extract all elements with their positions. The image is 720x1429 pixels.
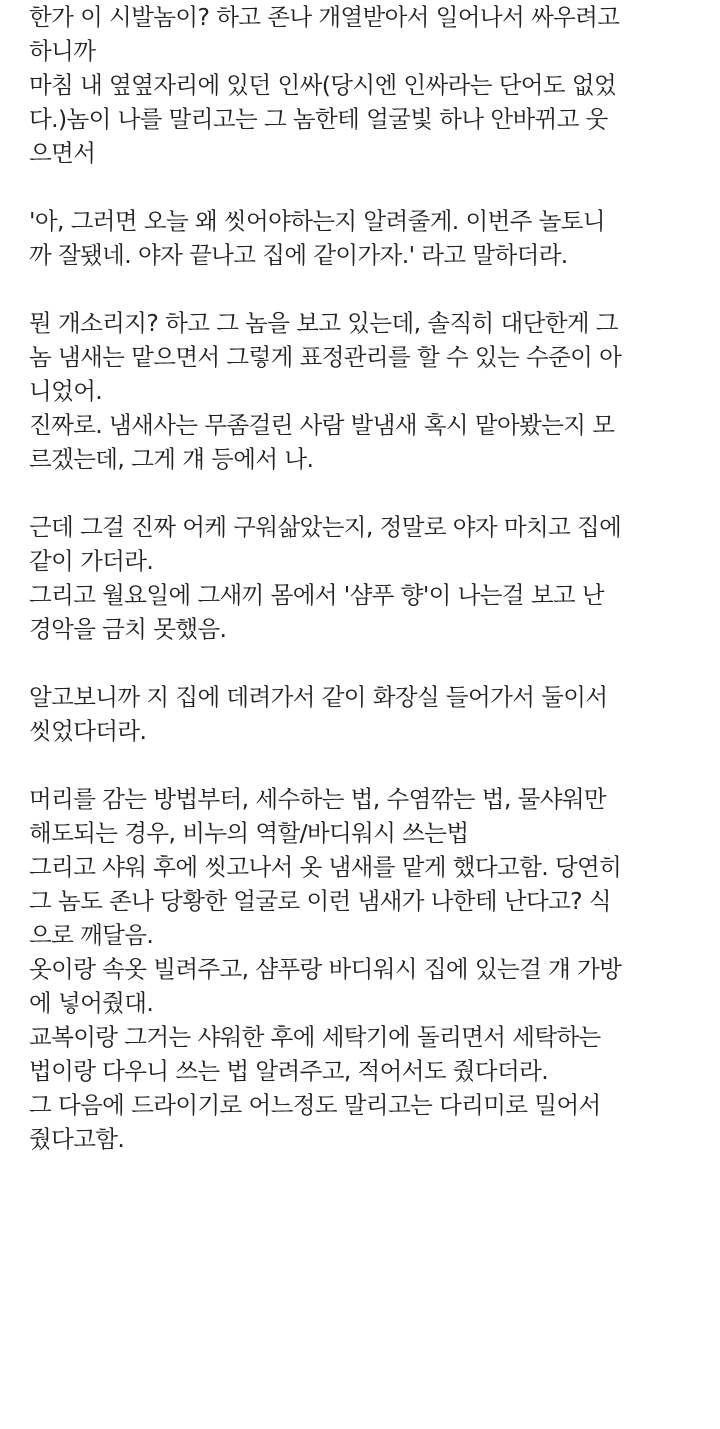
paragraph-gap [29, 748, 709, 782]
text-line: '아, 그러면 오늘 왜 씻어야하는지 알려줄게. 이번주 놀토니 [29, 207, 606, 235]
text-line: 그 다음에 드라이기로 어느정도 말리고는 다리미로 밀어서 [29, 1091, 601, 1119]
text-line: 으면서 [29, 139, 96, 167]
text-line: 교복이랑 그거는 샤워한 후에 세탁기에 돌리면서 세탁하는 [29, 1023, 601, 1051]
paragraph-gap [29, 272, 709, 306]
article-body [29, 0, 709, 1156]
text-line: 줬다고함. [29, 1125, 125, 1153]
text-line: 니었어. [29, 377, 103, 405]
text-line: 하니까 [29, 37, 96, 65]
text-line: 진짜로. 냄새사는 무좀걸린 사람 발냄새 혹시 맡아봤는지 모 [29, 411, 615, 439]
text-line: 경악을 금치 못했음. [29, 615, 227, 643]
text-line: 해도되는 경우, 비누의 역할/바디워시 쓰는법 [29, 819, 469, 847]
text-line: 마침 내 옆옆자리에 있던 인싸(당시엔 인싸라는 단어도 없었 [29, 71, 617, 99]
text-line: 머리를 감는 방법부터, 세수하는 법, 수염깎는 법, 물샤워만 [29, 785, 607, 813]
text-line: 씻었다더라. [29, 717, 147, 745]
paragraph-gap [29, 170, 709, 204]
text-line: 법이랑 다우니 쓰는 법 알려주고, 적어서도 줬다더라. [29, 1057, 549, 1085]
text-line: 다.)놈이 나를 말리고는 그 놈한테 얼굴빛 하나 안바뀌고 웃 [29, 105, 608, 133]
text-line: 까 잘됐네. 야자 끝나고 집에 같이가자.' 라고 말하더라. [29, 241, 568, 269]
text-line: 놈 냄새는 맡으면서 그렇게 표정관리를 할 수 있는 수준이 아 [29, 343, 622, 371]
text-line: 같이 가더라. [29, 547, 154, 575]
text-line: 그리고 샤워 후에 씻고나서 옷 냄새를 맡게 했다고함. 당연히 [29, 853, 622, 881]
text-line: 으로 깨달음. [29, 921, 154, 949]
text-line: 에 넣어줬대. [29, 989, 154, 1017]
text-line: 그 놈도 존나 당황한 얼굴로 이런 냄새가 나한테 난다고? 식 [29, 887, 612, 915]
text-line: 르겠는데, 그게 걔 등에서 나. [29, 445, 314, 473]
paragraph-gap [29, 476, 709, 510]
text-line: 뭔 개소리지? 하고 그 놈을 보고 있는데, 솔직히 대단한게 그 [29, 309, 618, 337]
text-line: 근데 그걸 진짜 어케 구워삶았는지, 정말로 야자 마치고 집에 [29, 513, 622, 541]
text-line: 한가 이 시발놈이? 하고 존나 개열받아서 일어나서 싸우려고 [29, 3, 620, 31]
text-line: 옷이랑 속옷 빌려주고, 샴푸랑 바디워시 집에 있는걸 걔 가방 [29, 955, 622, 983]
text-line: 그리고 월요일에 그새끼 몸에서 '샴푸 향'이 나는걸 보고 난 [29, 581, 605, 609]
text-line: 알고보니까 지 집에 데려가서 같이 화장실 들어가서 둘이서 [29, 683, 608, 711]
paragraph-gap [29, 646, 709, 680]
